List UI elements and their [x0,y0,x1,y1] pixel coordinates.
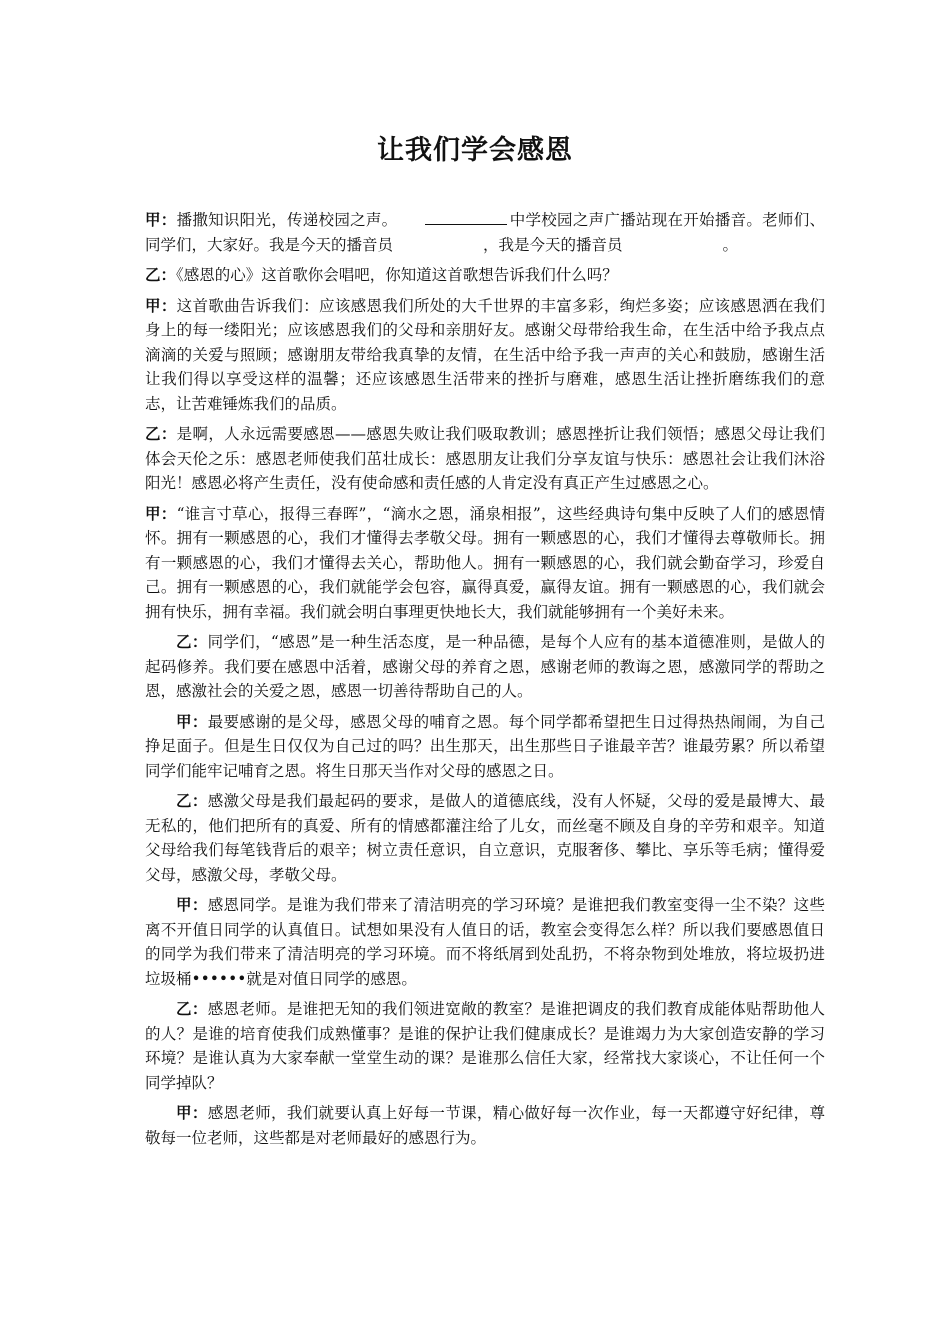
intro-text-2: 中学校园之声广播站现在开始播音。老师们、同学们，大家好。我是今天的播音员 [145,211,825,254]
dialogue-paragraph [145,294,825,417]
intro-paragraph [145,208,825,257]
paragraph-text: “谁言寸草心，报得三春晖”，“滴水之恩，涌泉相报”，这些经典诗句集中反映了人们的感恩情怀。拥有一颗感恩的心，我们才懂得去孝敬父母。拥有一颗感恩的心，我们才懂得去尊敬师长。拥有一颗感恩的心，我们才懂得去关心，帮助他人。拥有一颗感恩的心，我们就会勤奋学习，珍爱自己。拥有一颗感恩的心，我们就能学会包容，赢得真爱，赢得友谊。拥有一颗感恩的心，我们就会拥有快乐，拥有幸福。我们就会明白事理更快地长大，我们就能够拥有一个美好未来。 [145,504,825,621]
paragraph-text: 是啊，人永远需要感恩——感恩失败让我们吸取教训；感恩挫折让我们领悟；感恩父母让我们体会天伦之乐：感恩老师使我们茁壮成长：感恩朋友让我们分享友谊与快乐：感恩社会让我们沐浴阳光！感恩必将产生责任，没有使命感和责任感的人肯定没有真正产生过感恩之心。 [145,425,825,492]
dialogue-paragraph [145,630,825,704]
speaker-label: 甲： [145,503,177,523]
speaker-label: 甲： [176,711,208,731]
intro-text-3: ，我是今天的播音员 [483,235,623,254]
speaker-label: 乙： [176,791,208,810]
dialogue-paragraph [145,1101,825,1150]
paragraph-text: 《感恩的心》这首歌你会唱吧，你知道这首歌想告诉我们什么吗？ [176,266,618,284]
paragraph-text: 感恩老师，我们就要认真上好每一节课，精心做好每一次作业，每一天都遵守好纪律，尊敬每一位老师，这些都是对老师最好的感恩行为。 [145,1104,825,1147]
dialogue-paragraph [145,997,825,1095]
speaker-label: 乙： [176,999,208,1018]
speaker-label: 甲： [176,895,208,914]
dialogue-paragraph [145,710,825,784]
intro-text-1: 播撒知识阳光，传递校园之声。 [176,211,398,229]
paragraph-text: 同学们，“感恩”是一种生活态度，是一种品德，是每个人应有的基本道德准则，是做人的起码修养。我们要在感恩中活着，感谢父母的养育之恩，感谢老师的教诲之恩，感激同学的帮助之恩，感激社会的关爱之恩，感恩一切善待帮助自己的人。 [145,633,825,700]
intro-text-4: 。 [722,235,739,254]
paragraph-text: 感激父母是我们最起码的要求，是做人的道德底线，没有人怀疑，父母的爱是最博大、最无私的，他们把所有的真爱、所有的情感都灌注给了儿女，而丝毫不顾及自身的辛劳和艰辛。知道父母给我们每笔钱背后的艰辛；树立责任意识，自立意识，克服奢侈、攀比、享乐等毛病；懂得爱父母，感激父母，孝敬父母。 [145,792,825,884]
page-title: 让我们学会感恩 [377,135,573,166]
dialogue-paragraph [145,502,825,625]
speaker-label: 甲： [176,1103,208,1122]
paragraph-text: 这首歌曲告诉我们：应该感恩我们所处的大千世界的丰富多彩，绚烂多姿；应该感恩洒在我们身上的每一缕阳光；应该感恩我们的父母和亲朋好友。感谢父母带给我生命，在生活中给予我点点滴滴的关爱与照顾；感谢朋友带给我真挚的友情，在生活中给予我一声声的关心和鼓励，感谢生活让我们得以享受这样的温馨；还应该感恩生活带来的挫折与磨难，感恩生活让挫折磨练我们的意志，让苦难锤炼我们的品质。 [145,296,825,413]
paragraph-text: 最要感谢的是父母，感恩父母的哺育之恩。每个同学都希望把生日过得热热闹闹，为自己挣足面子。但是生日仅仅为自己过的吗？出生那天，出生那些日子谁最辛苦？谁最劳累？所以希望同学们能牢记哺育之恩。将生日那天当作对父母的感恩之日。 [145,712,825,780]
document-body [145,208,825,1156]
dialogue-paragraphs [145,263,825,1150]
speaker-label: 乙： [145,265,177,284]
fill-in-blank-line [425,210,507,225]
dialogue-paragraph [145,789,825,887]
paragraph-text: 感恩同学。是谁为我们带来了清洁明亮的学习环境？是谁把我们教室变得一尘不染？这些离不开值日同学的认真值日。试想如果没有人值日的话，教室会变得怎么样？所以我们要感恩值日的同学为我们带来了清洁明亮的学习环境。而不将纸屑到处乱扔，不将杂物到处堆放，将垃圾扔进垃圾桶••••••就是对值日同学的感恩。 [145,896,825,988]
dialogue-paragraph [145,422,825,496]
speaker-label: 乙： [176,632,208,651]
speaker-label: 甲： [145,295,177,315]
dialogue-paragraph [145,263,825,288]
speaker-label: 甲： [145,210,177,229]
speaker-label: 乙： [145,424,177,443]
dialogue-paragraph [145,893,825,991]
paragraph-text: 感恩老师。是谁把无知的我们领进宽敞的教室？是谁把调皮的我们教育成能体贴帮助他人的人？是谁的培育使我们成熟懂事？是谁的保护让我们健康成长？是谁竭力为大家创造安静的学习环境？是谁认真为大家奉献一堂堂生动的课？是谁那么信任大家，经常找大家谈心，不让任何一个同学掉队？ [145,1000,825,1092]
